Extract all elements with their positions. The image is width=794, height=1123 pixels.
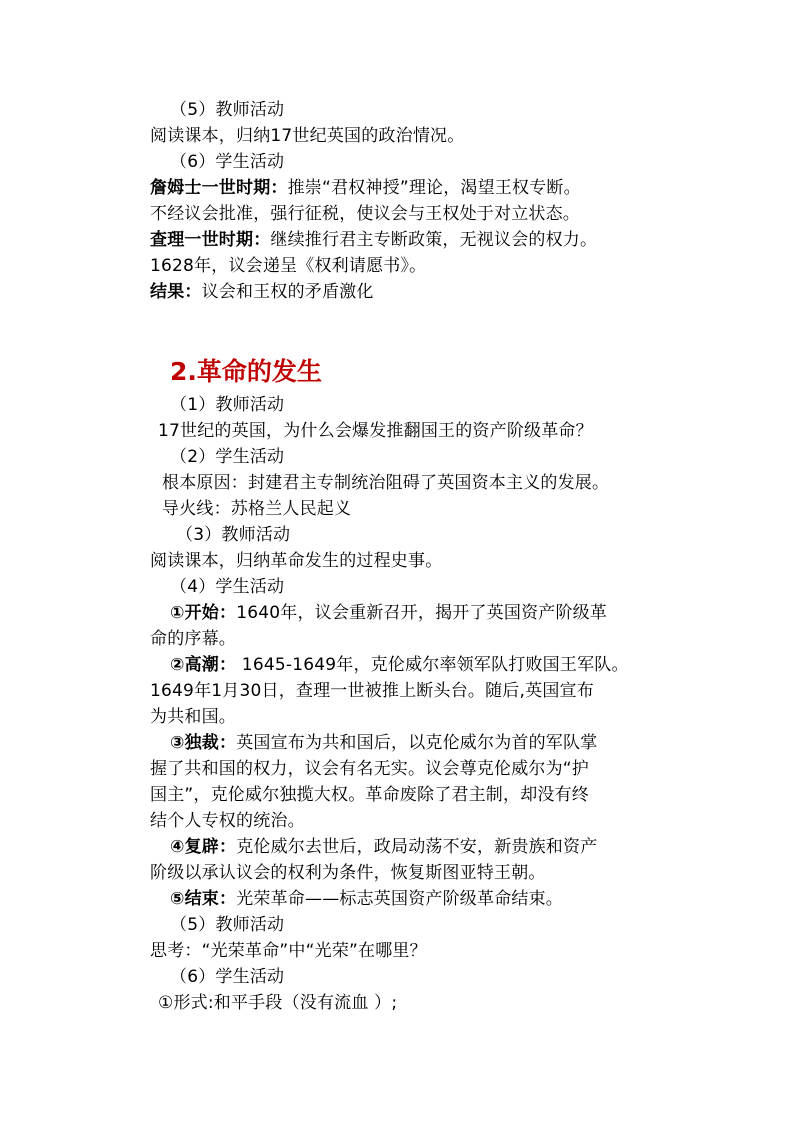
text-line: 阅读课本，归纳17世纪英国的政治情况。 (150, 126, 465, 146)
teacher-activity-3: （3）教师活动 (176, 525, 291, 545)
text-line: 为共和国。 (150, 707, 236, 727)
point-restoration-label: ④复辟： (170, 837, 237, 857)
section-heading: 2.革命的发生 (170, 357, 322, 386)
student-activity-6: （6）学生活动 (170, 152, 285, 172)
charles-period-line (150, 228, 597, 252)
point-end-text: 光荣革命——标志英国资产阶级革命结束。 (236, 889, 564, 909)
think-question: 思考：“光荣革命”中“光荣”在哪里？ (150, 941, 427, 961)
point-restoration (170, 835, 597, 859)
point-climax-text: 1645-1649年，克伦威尔率领军队打败国王军队。 (236, 655, 629, 675)
text-line: 1628年，议会递呈《权利请愿书》。 (150, 256, 427, 276)
james-period-text: 推崇“君权神授”理论，渴望王权专断。 (287, 178, 581, 198)
question-line: 17世纪的英国，为什么会爆发推翻国王的资产阶级革命？ (158, 421, 593, 441)
text-line: 不经议会批准，强行征税，使议会与王权处于对立状态。 (150, 204, 580, 224)
text-line: 阶级以承认议会的权利为条件，恢复斯图亚特王朝。 (150, 863, 546, 883)
trigger-line: 导火线：苏格兰人民起义 (162, 499, 352, 519)
result-line (150, 280, 374, 304)
text-line: 命的序幕。 (150, 629, 236, 649)
teacher-activity-1: （1）教师活动 (170, 395, 285, 415)
student-activity-4: （4）学生活动 (170, 577, 285, 597)
point-dictatorship-text: 英国宣布为共和国后，以克伦威尔为首的军队掌 (236, 733, 598, 753)
point-climax-label: ②高潮： (170, 655, 237, 675)
result-label: 结果： (150, 282, 202, 302)
point-start-text: 1640年，议会重新召开，揭开了英国资产阶级革 (236, 603, 608, 623)
charles-period-label: 查理一世时期： (150, 230, 271, 250)
student-activity-6b: （6）学生活动 (170, 967, 285, 987)
james-period-label: 詹姆士一世时期： (150, 178, 288, 198)
text-line: 阅读课本，归纳革命发生的过程史事。 (150, 551, 443, 571)
james-period-line (150, 176, 581, 200)
student-activity-2: （2）学生活动 (170, 447, 285, 467)
point-dictatorship (170, 731, 597, 755)
point-start-label: ①开始： (170, 603, 237, 623)
teacher-activity-5: （5）教师活动 (170, 100, 285, 120)
point-climax (170, 653, 629, 677)
text-line: 国主”，克伦威尔独揽大权。革命废除了君主制，却没有终 (150, 785, 590, 805)
teacher-activity-5b: （5）教师活动 (170, 915, 285, 935)
point-dictatorship-label: ③独裁： (170, 733, 237, 753)
form-line: ①形式:和平手段（没有流血 ）; (158, 993, 398, 1013)
point-restoration-text: 克伦威尔去世后，政局动荡不安，新贵族和资产 (236, 837, 598, 857)
text-line: 1649年1月30日，查理一世被推上断头台。随后,英国宣布 (150, 681, 594, 701)
text-line: 握了共和国的权力，议会有名无实。议会尊克伦威尔为“护 (150, 759, 590, 779)
root-cause-line: 根本原因：封建君主专制统治阻碍了英国资本主义的发展。 (162, 473, 610, 493)
result-text: 议会和王权的矛盾激化 (201, 282, 374, 302)
charles-period-text: 继续推行君主专断政策，无视议会的权力。 (270, 230, 598, 250)
point-end (170, 887, 563, 911)
point-end-label: ⑤结束： (170, 889, 237, 909)
point-start (170, 601, 607, 625)
text-line: 结个人专权的统治。 (150, 811, 305, 831)
